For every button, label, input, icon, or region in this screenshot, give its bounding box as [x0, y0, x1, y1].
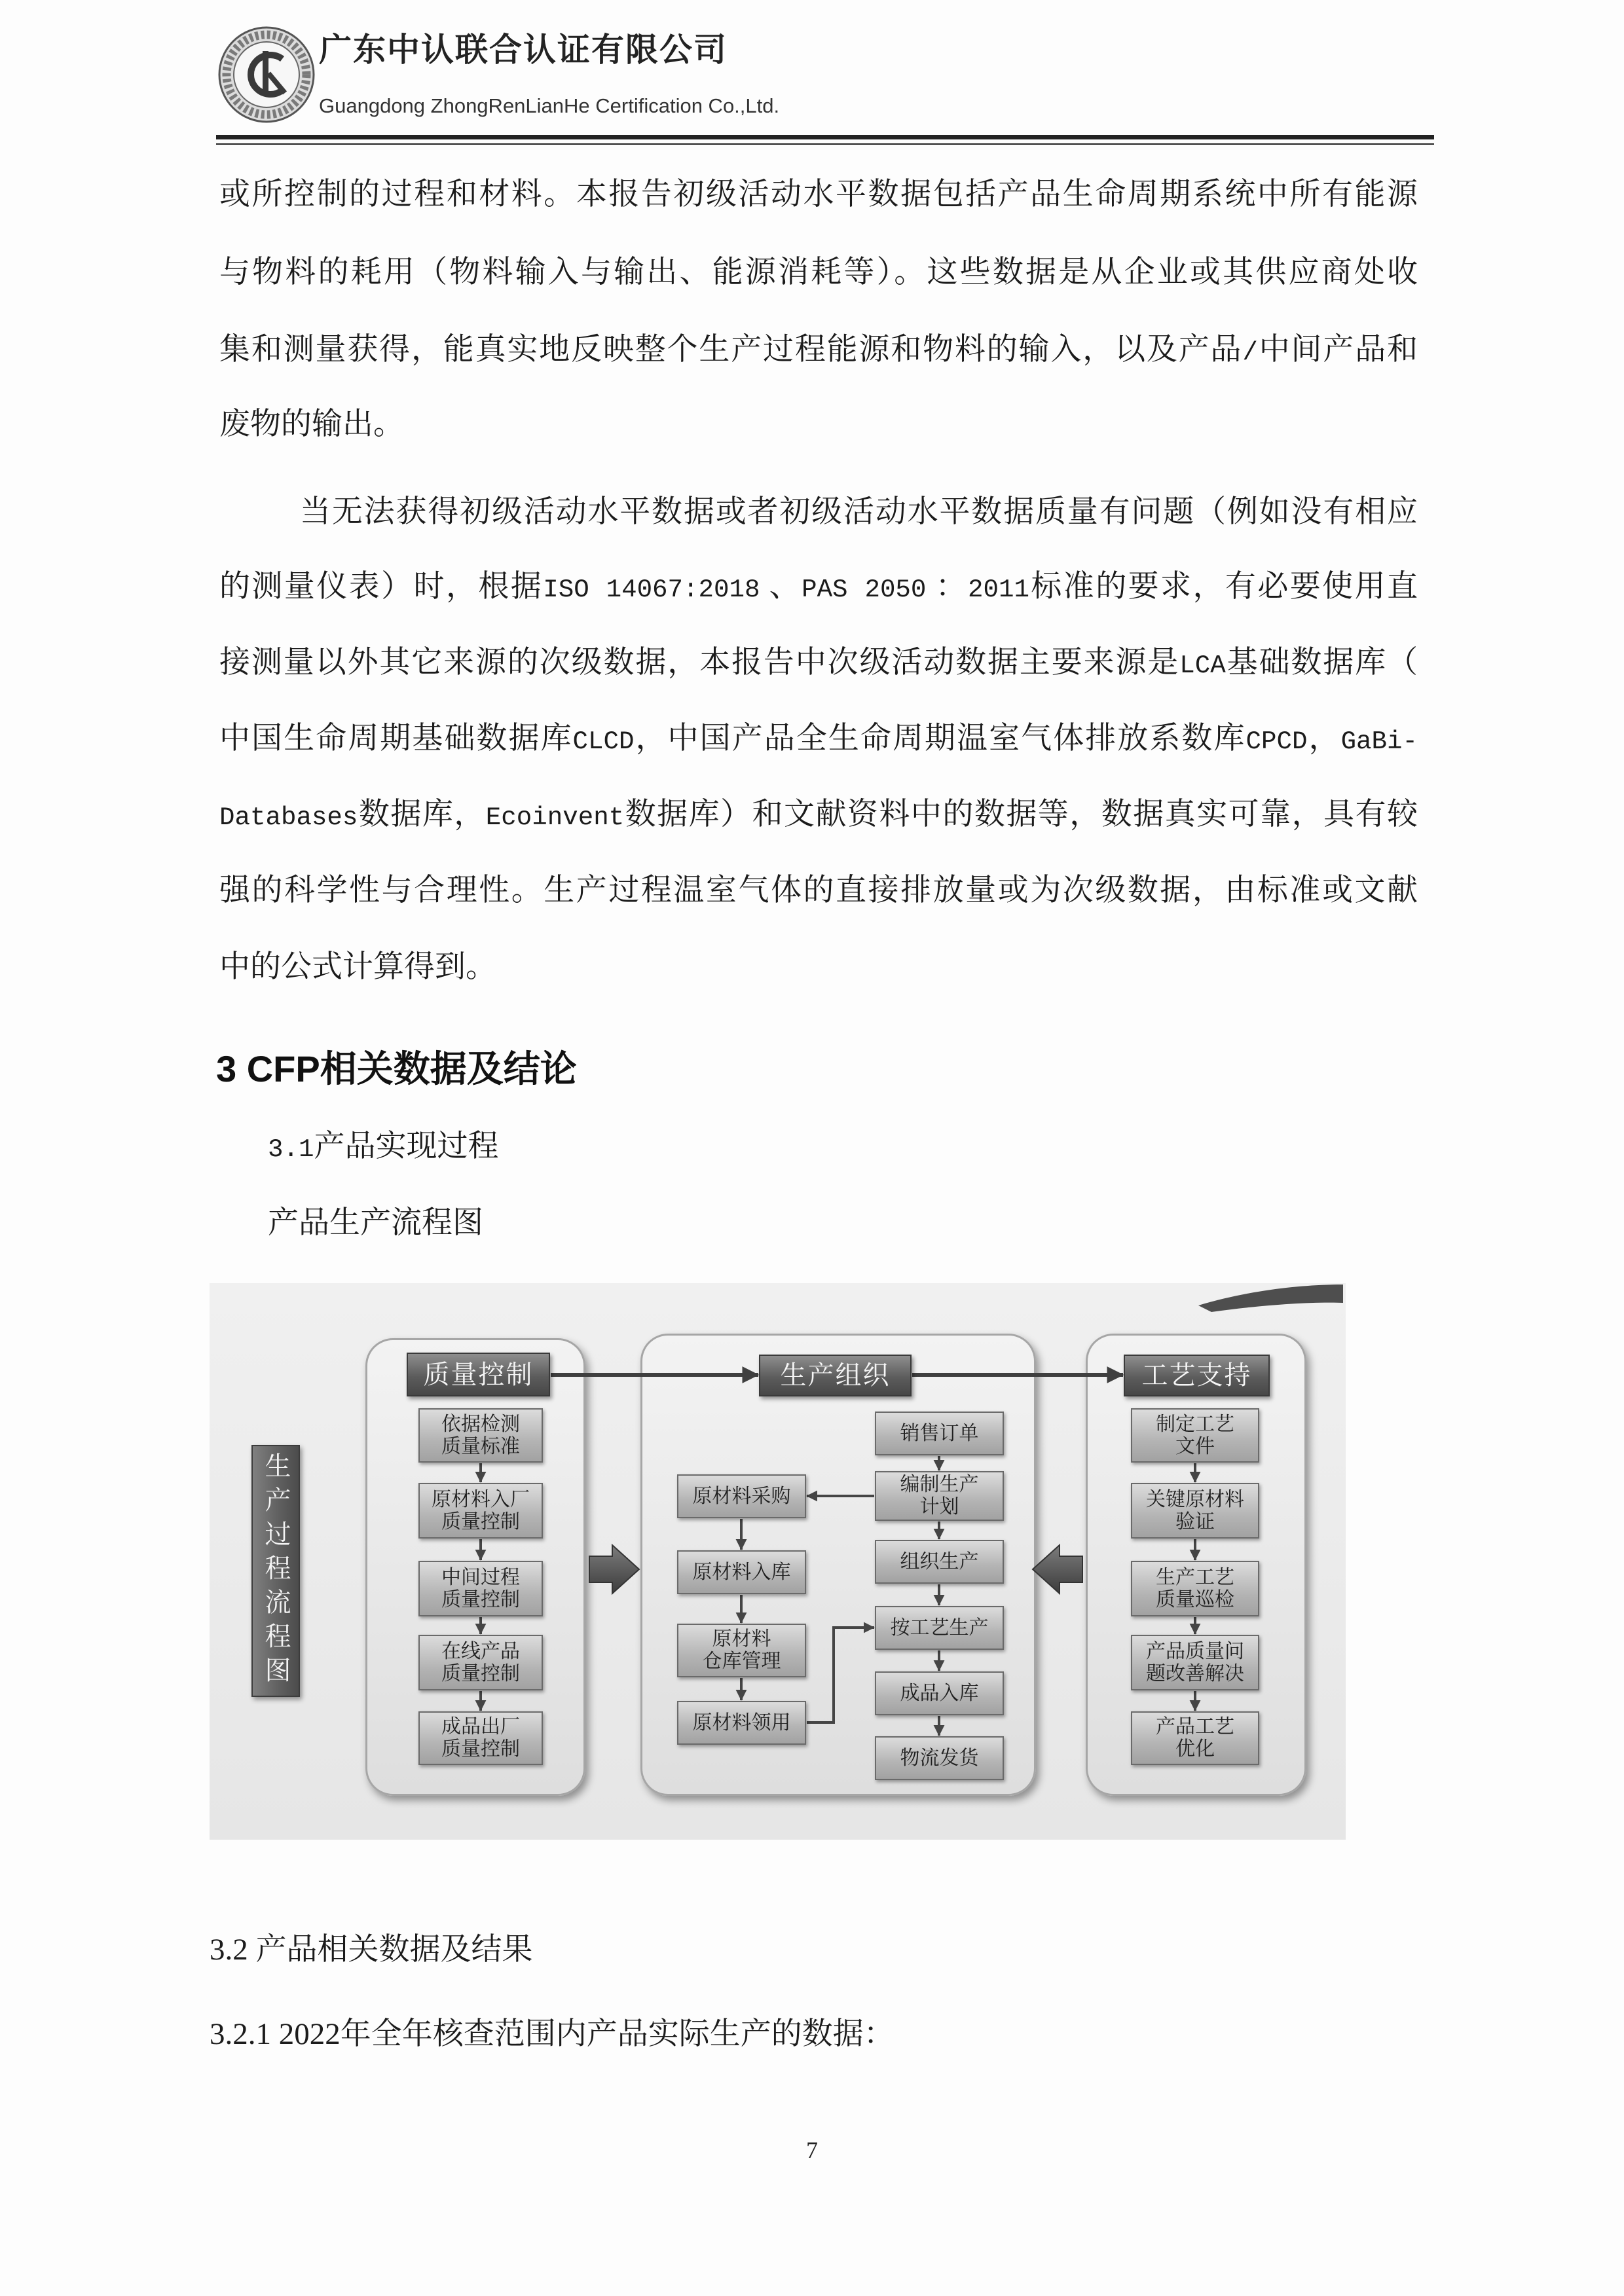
latin-text-run: Ecoinvent	[485, 803, 625, 832]
paragraph1-line: 或所控制的过程和材料。本报告初级活动水平数据包括产品生命周期系统中所有能源	[219, 177, 1418, 211]
node-label-line: 产品工艺	[1156, 1716, 1234, 1738]
ps-key-material-verification-node	[1131, 1483, 1259, 1539]
node-label-line: 生产工艺	[1156, 1566, 1234, 1588]
qc-online-product-node	[418, 1635, 543, 1690]
node-label-line: 验证	[1175, 1510, 1215, 1533]
node-label-line: 成品出厂	[441, 1716, 520, 1738]
section-heading: 3 CFP相关数据及结论	[216, 1048, 577, 1089]
node-label-line: 中间过程	[441, 1566, 520, 1588]
node-label-line: 原材料	[712, 1628, 771, 1650]
company-name-english: Guangdong ZhongRenLianHe Certification Co.,Ltd.	[319, 94, 780, 117]
flowchart-side-label: 生产过程流程图	[251, 1445, 300, 1697]
page-curl-shadow	[1198, 1285, 1343, 1312]
node-label-line: 质量控制	[441, 1588, 520, 1611]
node-label-line: 销售订单	[900, 1422, 979, 1444]
qc-inspection-standard-node	[418, 1408, 543, 1463]
subsection-3-1-title: 3.1产品实现过程	[268, 1129, 499, 1164]
latin-text-run: PAS 2050	[802, 575, 927, 604]
node-label-line: 原材料采购	[692, 1485, 791, 1507]
node-label-line: 成品入库	[900, 1682, 979, 1704]
production-process-flowchart	[210, 1283, 1346, 1840]
sales-order-node	[875, 1412, 1004, 1455]
latin-text-run: CPCD	[1246, 727, 1308, 756]
logo-emblem-bar	[263, 51, 268, 96]
diagram-caption: 产品生产流程图	[268, 1206, 483, 1240]
node-label-line: 质量控制	[441, 1510, 520, 1533]
node-label-line: 题改善解决	[1146, 1662, 1244, 1685]
ps-process-document-node	[1131, 1408, 1259, 1463]
node-label-line: 按工艺生产	[890, 1616, 989, 1639]
node-label-line: 关键原材料	[1146, 1488, 1244, 1510]
latin-text-run: Databases	[219, 803, 358, 832]
node-label-line: 质量标准	[441, 1435, 520, 1457]
node-label-line: 原材料领用	[692, 1711, 791, 1734]
latin-text-run: ISO 14067:2018	[543, 575, 760, 604]
node-label-line: 组织生产	[900, 1550, 979, 1573]
company-name-chinese: 广东中认联合认证有限公司	[319, 31, 728, 68]
subsection-3-2-title: 3.2 产品相关数据及结果	[210, 1933, 533, 1967]
latin-text-run: 2011	[968, 575, 1029, 604]
node-label-line: 质量控制	[441, 1738, 520, 1760]
finished-goods-storage-node	[875, 1671, 1004, 1715]
paragraph2-line: 当无法获得初级活动水平数据或者初级活动水平数据质量有问题（例如没有相应	[300, 495, 1418, 529]
latin-text-run: LCA	[1179, 651, 1226, 680]
ps-quality-improvement-node	[1131, 1635, 1259, 1690]
node-label-line: 原材料入厂	[432, 1488, 530, 1510]
latin-text-run: 3.1	[268, 1135, 314, 1164]
node-label-line: 依据检测	[441, 1413, 520, 1435]
latin-text-run: GaBi-	[1340, 727, 1418, 756]
paragraph1-line: 集和测量获得，能真实地反映整个生产过程能源和物料的输入，以及产品/中间产品和	[219, 333, 1418, 367]
paragraph2-line: 中国生命周期基础数据库CLCD，中国产品全生命周期温室气体排放系数库CPCD，GaBi-	[219, 721, 1418, 756]
process-production-node	[875, 1606, 1004, 1650]
node-label-line: 质量巡检	[1156, 1588, 1234, 1611]
node-label-line: 物流发货	[900, 1747, 979, 1769]
node-label-line: 质量控制	[441, 1662, 520, 1685]
material-purchase-node	[677, 1474, 806, 1518]
big-arrow-right	[589, 1545, 639, 1594]
logistics-shipping-node	[875, 1736, 1004, 1780]
latin-text-run: CLCD	[572, 727, 635, 756]
process-support-header: 工艺支持	[1124, 1355, 1270, 1396]
paragraph1-line: 废物的输出。	[219, 407, 404, 441]
organize-production-node	[875, 1540, 1004, 1584]
paragraph2-line: 中的公式计算得到。	[219, 950, 496, 984]
paragraph2-line: Databases数据库，Ecoinvent数据库）和文献资料中的数据等，数据真实可靠，具有较	[219, 797, 1418, 832]
quality-control-header: 质量控制	[407, 1353, 550, 1396]
header-rule-thick	[216, 135, 1434, 139]
ps-process-optimization-node	[1131, 1711, 1259, 1765]
node-label-line: 优化	[1175, 1738, 1215, 1760]
node-label-line: 计划	[919, 1496, 959, 1518]
paragraph2-line: 接测量以外其它来源的次级数据，本报告中次级活动数据主要来源是LCA基础数据库（	[219, 646, 1418, 680]
latin-text-run: /	[1242, 338, 1258, 367]
paragraph2-line: 强的科学性与合理性。生产过程温室气体的直接排放量或为次级数据，由标准或文献	[219, 873, 1418, 907]
subsection-3-2-1-title: 3.2.1 2022年全年核查范围内产品实际生产的数据：	[210, 2017, 895, 2051]
material-receipt-node	[677, 1550, 806, 1594]
paragraph1-line: 与物料的耗用（物料输入与输出、能源消耗等）。这些数据是从企业或其供应商处收	[219, 255, 1418, 289]
material-warehouse-node	[677, 1624, 806, 1677]
ps-quality-patrol-node	[1131, 1561, 1259, 1616]
qc-incoming-material-node	[418, 1483, 543, 1539]
paragraph2-line: 的测量仪表）时，根据ISO 14067:2018 、PAS 2050 ：2011标准的要求，有必要使用直	[219, 570, 1418, 604]
node-label-line: 仓库管理	[702, 1650, 781, 1672]
material-issue-node	[677, 1701, 806, 1745]
page-number: 7	[806, 2137, 818, 2163]
node-label-line: 在线产品	[441, 1640, 520, 1662]
header-rule-thin	[216, 143, 1434, 145]
qc-in-process-node	[418, 1561, 543, 1616]
node-label-line: 制定工艺	[1156, 1413, 1234, 1435]
company-logo	[217, 25, 316, 124]
arrow-issue-to-production	[807, 1628, 874, 1722]
node-label-line: 产品质量问	[1146, 1640, 1244, 1662]
qc-outgoing-product-node	[418, 1711, 543, 1765]
production-plan-node	[875, 1471, 1004, 1521]
production-organization-header: 生产组织	[759, 1355, 912, 1396]
node-label-line: 原材料入库	[692, 1561, 791, 1583]
node-label-line: 编制生产	[900, 1474, 979, 1495]
node-label-line: 文件	[1175, 1435, 1215, 1457]
big-arrow-left	[1033, 1545, 1082, 1594]
